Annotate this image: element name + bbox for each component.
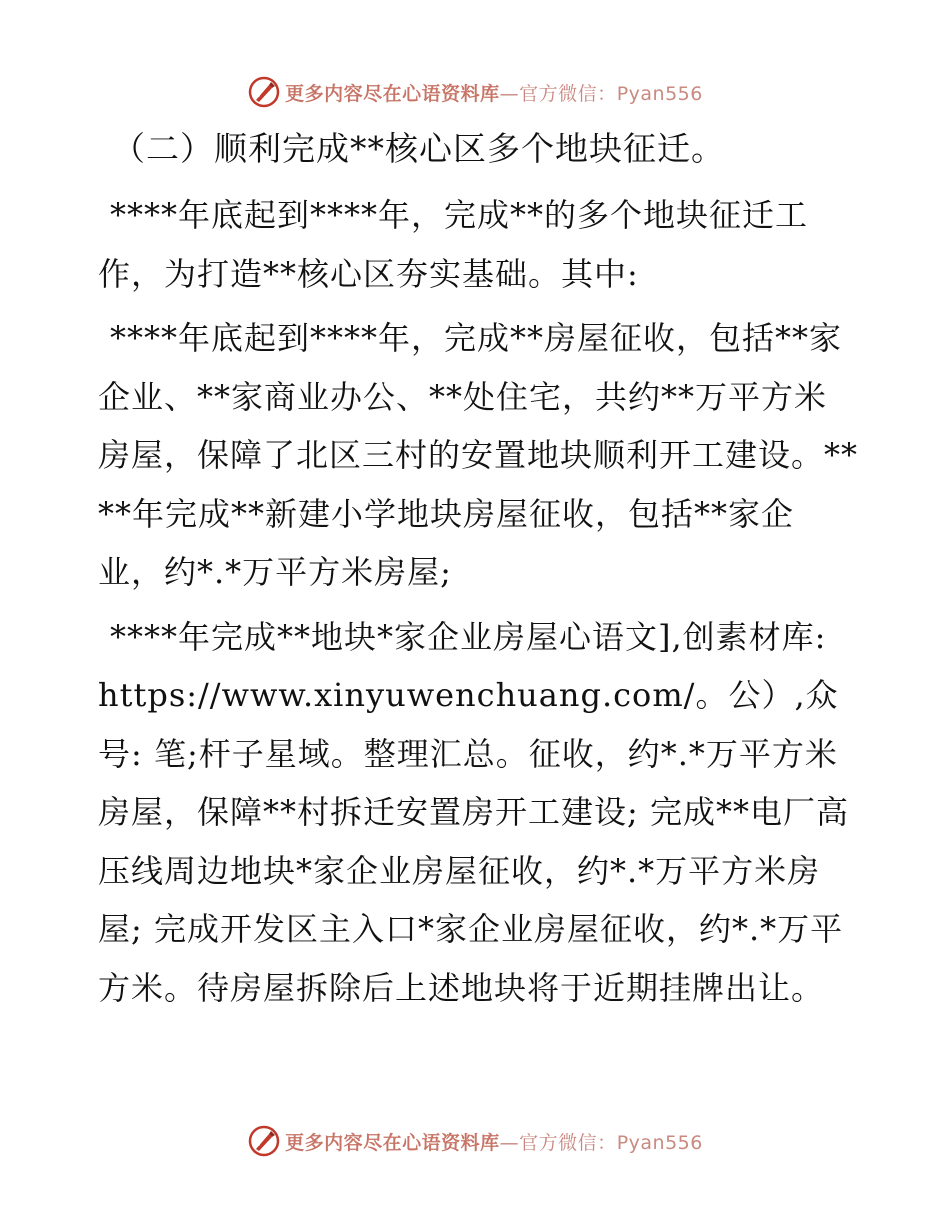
watermark-text [285,79,703,106]
watermark-brand: 更多内容尽在心语资料库 [285,82,500,105]
paragraph-2-text: ****年底起到****年，完成**房屋征收，包括**家企业、**家商业办公、**处住宅，共约**万平方米房屋，保障了北区三村的安置地块顺利开工建设。****年完成**新建小学地块房屋征收，包括**家企业，约*.*万平方米房屋; [98,319,859,591]
watermark-brand: 更多内容尽在心语资料库 [285,1131,500,1154]
paragraph-3-text: ****年完成**地块*家企业房屋心语文],创素材库: https://www.xinyuwenchuang.com/。公）,众号: 笔;杆子星域。整理汇总。征收，约*.*万平方米房屋，保障**村拆迁安置房开工建设; 完成**电厂高压线周边地块*家企业房屋征收，约*.*万平方米房屋; 完成开发区主入口*家企业房屋征收，约*.*万平方米。待房屋拆除后上述地块将于近期挂牌出让。 [98,617,849,1007]
section-heading: （二）顺利完成**核心区多个地块征迁。 [112,129,725,168]
watermark-label: 官方微信： [519,1131,617,1154]
watermark-text [285,1128,703,1155]
watermark-handle: Pyan556 [616,82,703,105]
paragraph-3 [98,608,858,1018]
footer-watermark [0,1121,950,1161]
pen-logo-icon [247,1124,281,1158]
watermark-separator: — [499,82,520,105]
watermark-handle: Pyan556 [616,1131,703,1154]
header-watermark [0,72,950,112]
paragraph-1-text: ****年底起到****年，完成**的多个地块征迁工作，为打造**核心区夯实基础。其中: [98,196,809,293]
watermark-label: 官方微信： [519,82,617,105]
paragraph-2 [98,309,858,602]
watermark-separator: — [499,1131,520,1154]
paragraph-1 [98,186,858,303]
pen-logo-icon [247,75,281,109]
document-body [98,120,858,1023]
